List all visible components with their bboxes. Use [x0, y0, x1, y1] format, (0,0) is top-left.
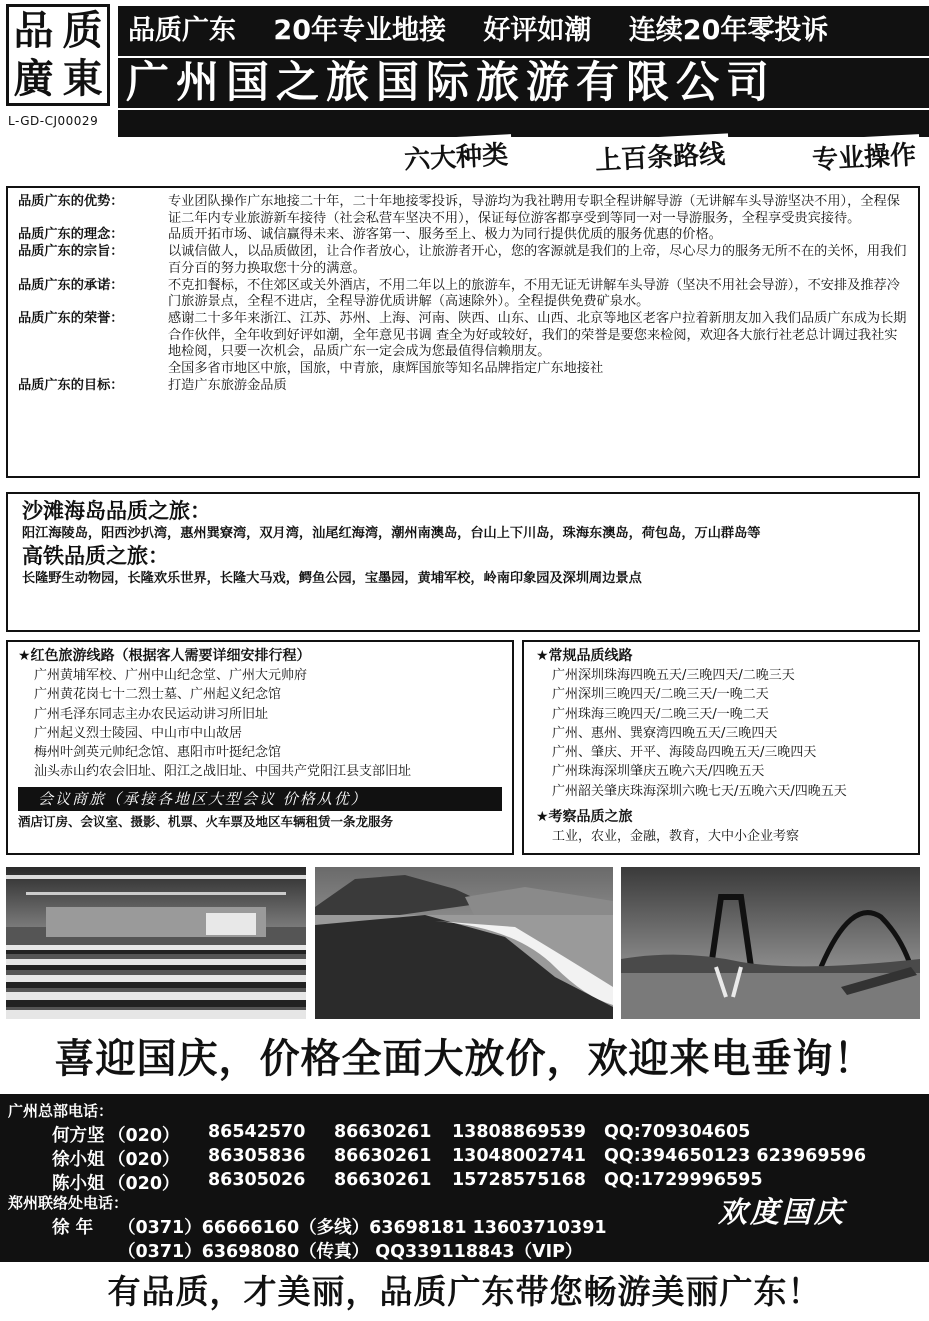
water-park-photo	[621, 867, 920, 1019]
zhengzhou-heading: 郑州联络处电话：	[8, 1194, 129, 1212]
contact-tel[interactable]: 86542570	[208, 1122, 306, 1142]
advantage-label: 品质广东的优势：	[18, 194, 124, 209]
logo-char: 品	[13, 7, 54, 54]
contact-mobile[interactable]: 13048002741	[452, 1146, 586, 1166]
advantage-text: 不克扣餐标，不住郊区或关外酒店，不用二年以上的旅游车，不用无证无讲解车头导游（坚决不用社会导游），不安排及推荐冷门旅游景点，全程不进店，全程导游优质讲解（高速除外）。全程提供免费矿泉水。	[168, 277, 900, 310]
rail-heading: 高铁品质之旅：	[22, 543, 169, 568]
advantage-label: 品质广东的承诺：	[18, 277, 124, 293]
regular-routes-column	[522, 640, 920, 855]
conference-hall-photo	[6, 867, 306, 1019]
contact-row	[0, 1146, 929, 1170]
advantage-label: 品质广东的荣誉：	[18, 310, 124, 326]
contact-row	[0, 1238, 700, 1262]
red-tour-item: 广州起义烈士陵园、中山市中山故居	[34, 725, 243, 741]
red-tour-heading: ★红色旅游线路（根据客人需要详细安排行程）	[18, 648, 311, 664]
feature-row	[400, 130, 920, 180]
advantage-row	[18, 194, 908, 227]
red-tour-item: 汕头赤山约农会旧址、阳江之战旧址、中国共产党阳江县支部旧址	[34, 764, 412, 780]
feature-professional: 专业操作	[807, 134, 921, 177]
contact-tel[interactable]: 86630261	[334, 1170, 432, 1190]
advantages-box	[6, 186, 920, 478]
regular-routes-heading: ★常规品质线路	[536, 648, 633, 664]
footer-slogan: 有品质，才美丽，品质广东带您畅游美丽广东！	[107, 1272, 822, 1311]
advantage-label: 品质广东的宗旨：	[18, 244, 124, 260]
logo-char: 廣	[13, 55, 54, 102]
advantage-text: 专业团队操作广东地接二十年，二十年地接零投诉，导游均为我社聘用专职全程讲解导游（无讲解车头导游坚决不用），全程保证二年内专业旅游新车接待（社会私营车坚决不用），保证每位游客都享受到等同一对一导游服务，全程享受贵宾接待。	[168, 194, 900, 226]
inspection-item: 工业，农业，金融，教育，大中小企业考察	[552, 829, 800, 845]
contact-name: 何方坚	[52, 1126, 105, 1146]
red-tour-item: 广州黄花岗七十二烈士墓、广州起义纪念馆	[34, 687, 282, 703]
contact-area-code: （020）	[108, 1174, 180, 1194]
beach-list: 阳江海陵岛，阳西沙扒湾，惠州巽寮湾，双月湾，汕尾红海湾，潮州南澳岛，台山上下川岛，珠海东澳岛，荷包岛，万山群岛等	[22, 526, 761, 541]
coastline-photo	[315, 867, 613, 1019]
advantage-row	[18, 227, 908, 244]
company-name: 广州国之旅国际旅游有限公司	[118, 58, 929, 108]
contact-row	[0, 1122, 929, 1146]
contact-qq: QQ:394650123 623969596	[604, 1146, 867, 1166]
contact-line[interactable]: （0371）63698080（传真） QQ339118843（VIP）	[118, 1242, 583, 1262]
regular-route-item: 广州珠海深圳肇庆五晚六天/四晚五天	[552, 764, 765, 780]
contact-line[interactable]: （0371）66666160（多线）63698181 13603710391	[118, 1218, 607, 1238]
featured-routes-box	[6, 492, 920, 632]
national-day-tag: 欢度国庆	[718, 1195, 847, 1229]
slogan-quality: 品质广东	[128, 15, 236, 46]
slogan-zero-complaints: 连续20年零投诉	[628, 15, 829, 46]
contact-tel[interactable]: 86630261	[334, 1122, 432, 1142]
regular-route-item: 广州、惠州、巽寮湾四晚五天/三晚四天	[552, 725, 778, 741]
advantage-text: 以诚信做人，以品质做团，让合作者放心，让旅游者开心，您的客源就是我们的上帝，尽心尽力的服务无所不在的关怀，用我们百分百的努力换取您十分的满意。	[168, 244, 907, 276]
rail-list: 长隆野生动物园，长隆欢乐世界，长隆大马戏，鳄鱼公园，宝墨园，黄埔军校，岭南印象园及深圳周边景点	[22, 571, 642, 586]
guangzhou-heading: 广州总部电话：	[8, 1102, 114, 1120]
advantage-row	[18, 378, 908, 395]
conference-banner: 会议商旅（承接各地区大型会议 价格从优）	[18, 787, 502, 811]
advantage-row	[18, 278, 908, 311]
slogan-bar	[118, 6, 929, 56]
feature-categories: 六大种类	[399, 134, 513, 177]
advantage-row	[18, 244, 908, 277]
beach-heading: 沙滩海岛品质之旅：	[22, 498, 211, 523]
contact-tel[interactable]: 86305836	[208, 1146, 306, 1166]
red-tour-item: 梅州叶剑英元帅纪念馆、惠阳市叶挺纪念馆	[34, 745, 282, 761]
regular-route-item: 广州珠海三晚四天/二晚三天/一晚二天	[552, 706, 769, 722]
red-tour-item: 广州黄埔军校、广州中山纪念堂、广州大元帅府	[34, 668, 308, 683]
regular-route-item: 广州深圳三晚四天/二晚三天/一晚二天	[552, 687, 769, 703]
logo-char: 质	[62, 7, 103, 54]
advantage-label	[18, 361, 168, 378]
red-tour-column	[6, 640, 514, 855]
advantage-text: 全国多省市地区中旅，国旅，中青旅，康辉国旅等知名品牌指定广东地接社	[168, 361, 604, 377]
contact-name: 陈小姐	[52, 1174, 105, 1194]
advantage-text: 打造广东旅游金品质	[168, 377, 287, 393]
slogan-praise: 好评如潮	[483, 15, 592, 46]
contact-name: 徐小姐	[52, 1150, 105, 1170]
contact-tel[interactable]: 86305026	[208, 1170, 306, 1190]
price-banner: 喜迎国庆，价格全面大放价，欢迎来电垂询！	[54, 1035, 875, 1082]
header	[0, 0, 929, 176]
inspection-heading: ★考察品质之旅	[536, 809, 633, 826]
contact-qq: QQ:709304605	[604, 1122, 751, 1142]
feature-routes: 上百条路线	[590, 133, 730, 177]
license-number: L-GD-CJ00029	[8, 114, 99, 128]
advantage-row	[18, 361, 908, 378]
contact-name: 徐 年	[52, 1218, 94, 1238]
advantage-row	[18, 311, 908, 361]
contact-mobile[interactable]: 15728575168	[452, 1170, 586, 1190]
red-tour-item: 广州毛泽东同志主办农民运动讲习所旧址	[34, 706, 269, 722]
advantage-text: 感谢二十多年来浙江、江苏、苏州、上海、河南、陕西、山东、山西、北京等地区老客户拉着新朋友加入我们品质广东成为长期合作伙伴，全年收到好评如潮，全年意见书调 查全为好或较好，我们的荣誉是要您来检阅，欢迎各大旅行社老总计调过我社实地检阅，只要一次机会，品质广东一定会成为您最值得信赖朋友。	[168, 310, 907, 360]
contact-area-code: （020）	[108, 1126, 180, 1146]
advantage-label: 品质广东的目标：	[18, 377, 124, 393]
contact-panel	[0, 1094, 929, 1262]
advantage-text: 品质开拓市场、诚信赢得未来、游客第一、服务至上、极力为同行提供优质的服务优惠的价格。	[168, 227, 722, 243]
regular-route-item: 广州韶关肇庆珠海深圳六晚七天/五晚六天/四晚五天	[552, 783, 847, 799]
contact-area-code: （020）	[108, 1150, 180, 1170]
contact-tel[interactable]: 86630261	[334, 1146, 432, 1166]
regular-route-item: 广州、肇庆、开平、海陵岛四晚五天/三晚四天	[552, 745, 817, 761]
advantage-label: 品质广东的理念：	[18, 227, 124, 243]
contact-qq: QQ:1729996595	[604, 1170, 763, 1190]
conference-description: 酒店订房、会议室、摄影、机票、火车票及地区车辆租赁一条龙服务	[18, 813, 394, 829]
logo-char: 東	[62, 55, 103, 102]
slogan-years: 20年专业地接	[273, 15, 446, 46]
contact-row	[0, 1214, 700, 1238]
brand-logo	[6, 4, 110, 106]
regular-route-item: 广州深圳珠海四晚五天/三晚四天/二晚三天	[552, 668, 795, 683]
contact-mobile[interactable]: 13808869539	[452, 1122, 586, 1142]
